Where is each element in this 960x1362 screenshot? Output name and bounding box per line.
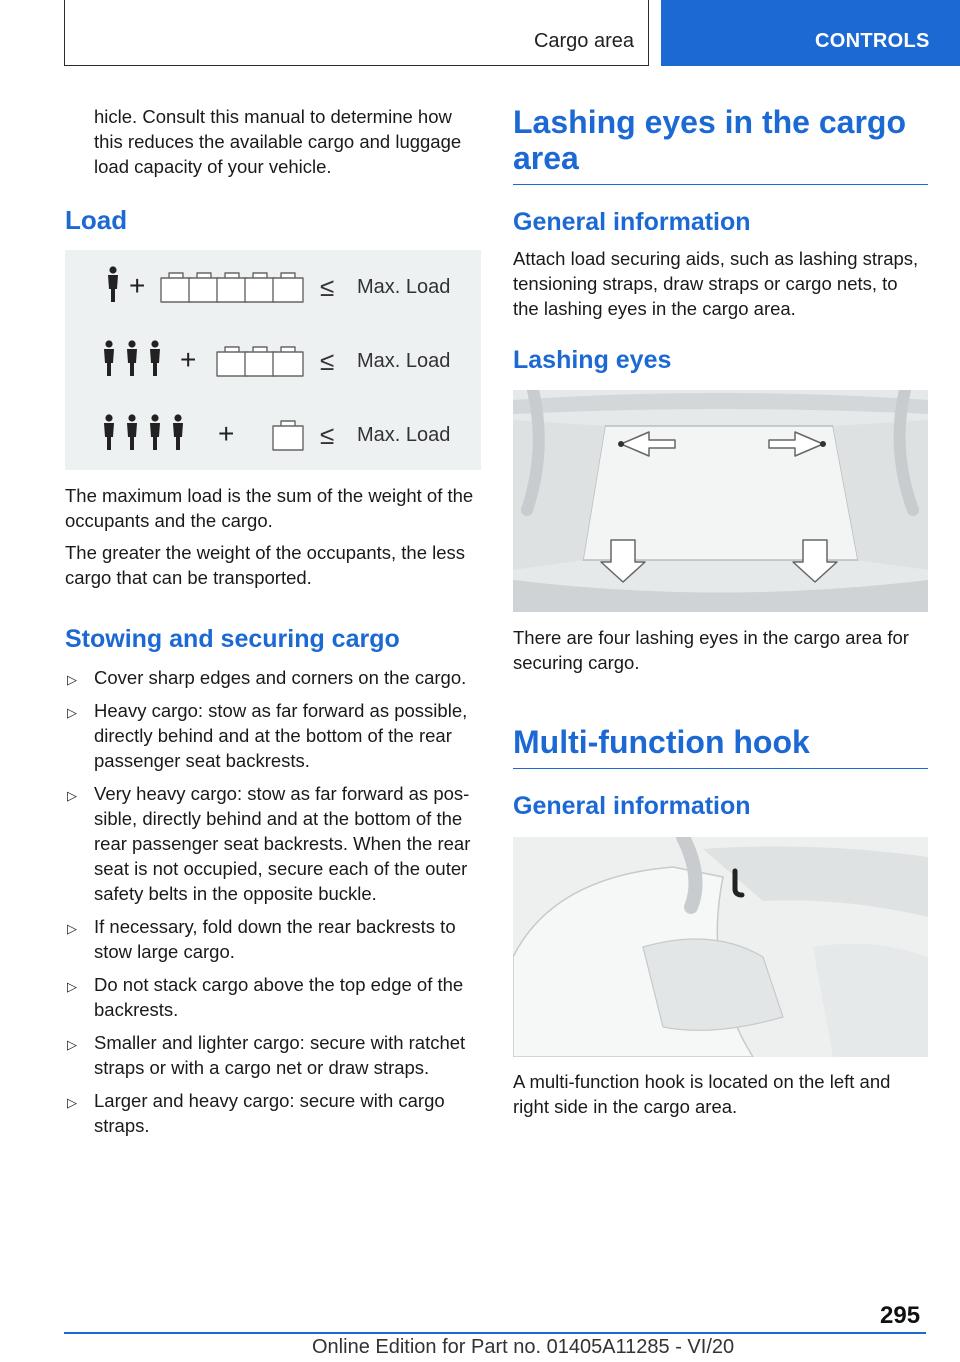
person-icon <box>150 340 160 376</box>
list-item: ▷ Larger and heavy cargo: secure with cargo straps. <box>67 1090 445 1136</box>
cargo-box-icon <box>273 273 303 302</box>
triangle-bullet-icon: ▷ <box>67 705 77 720</box>
load-figure <box>65 250 481 470</box>
lashing-eyes-title: Lashing eyes in the cargo area <box>513 104 928 185</box>
person-icon <box>127 414 137 450</box>
hook-illustration <box>513 837 928 1057</box>
cargo-box-icon <box>273 421 303 450</box>
multi-function-hook-title: Multi-function hook <box>513 724 928 769</box>
hook-text: A multi-function hook is located on the left and right side in the cargo area. <box>513 1071 891 1117</box>
triangle-bullet-icon: ▷ <box>67 979 77 994</box>
footer-edition-text: Online Edition for Part no. 01405A11285 - VI/20 <box>312 1336 735 1358</box>
stowing-list <box>65 665 481 1138</box>
person-icon <box>108 266 118 302</box>
plus-sign: + <box>218 418 235 449</box>
less-equal-sign: ≤ <box>320 420 335 450</box>
triangle-bullet-icon: ▷ <box>67 921 77 936</box>
cargo-box-icon <box>217 347 247 376</box>
person-icon <box>150 414 160 450</box>
list-item: ▷ If necessary, fold down the rear backrests to stow large cargo. <box>67 916 456 962</box>
cargo-box-icon <box>245 273 275 302</box>
header-section-title: Cargo area <box>533 30 634 52</box>
plus-sign: + <box>180 344 197 375</box>
triangle-bullet-icon: ▷ <box>67 1095 77 1110</box>
max-load-label: Max. Load <box>357 424 451 446</box>
lashing-eyes-figure <box>513 390 928 612</box>
lashing-eyes-heading: Lashing eyes <box>513 346 672 374</box>
list-item: ▷ Heavy cargo: stow as far forward as possible, directly behind and at the bottom of the rear passenger seat backrests. <box>67 700 468 771</box>
intro-text: hicle. Consult this manual to determine how this reduces the available cargo and luggage load capacity of your vehicle. <box>94 106 462 177</box>
triangle-bullet-icon: ▷ <box>67 672 77 687</box>
hook-general-heading: General information <box>513 792 751 820</box>
cargo-box-icon <box>217 273 247 302</box>
list-item: ▷ Cover sharp edges and corners on the cargo. <box>65 665 481 690</box>
person-icon <box>104 414 114 450</box>
header-tab-controls[interactable]: CONTROLS <box>815 30 930 52</box>
lashing-eyes-text: There are four lashing eyes in the cargo area for securing cargo. <box>513 627 909 673</box>
person-icon <box>127 340 137 376</box>
max-load-label: Max. Load <box>357 276 451 298</box>
trunk-illustration <box>513 390 928 612</box>
general-info-heading: General information <box>513 208 751 236</box>
general-info-text: Attach load securing aids, such as lashing straps, tensioning straps, draw straps or cargo nets, to the lashing eyes in the cargo area. <box>513 248 919 319</box>
triangle-bullet-icon: ▷ <box>67 1037 77 1052</box>
load-paragraph-1: The maximum load is the sum of the weight of the occupants and the cargo. <box>65 485 474 531</box>
list-item: ▷ Do not stack cargo above the top edge of the backrests. <box>67 974 464 1020</box>
header-section-box <box>64 0 649 66</box>
cargo-box-icon <box>245 347 275 376</box>
list-item: ▷ Smaller and lighter cargo: secure with ratchet straps or with a cargo net or draw straps. <box>67 1032 466 1078</box>
load-paragraph-2: The greater the weight of the occupants, the less cargo that can be transported. <box>65 542 466 588</box>
list-item: ▷ Very heavy cargo: stow as far forward as pos‐sible, directly behind and at the bottom of the rear passenger seat backrests. When the rear seat is not occupied, secure each of the outer safety belts in the opposite buckle. <box>67 783 471 904</box>
footer-divider <box>64 1332 926 1334</box>
less-equal-sign: ≤ <box>320 346 335 376</box>
cargo-box-icon <box>161 273 191 302</box>
plus-sign: + <box>129 270 146 301</box>
cargo-box-icon <box>273 347 303 376</box>
max-load-label: Max. Load <box>357 350 451 372</box>
stowing-heading: Stowing and securing cargo <box>65 625 400 653</box>
multi-function-hook-figure <box>513 837 928 1057</box>
triangle-bullet-icon: ▷ <box>67 788 77 803</box>
load-heading: Load <box>65 205 128 235</box>
person-icon <box>104 340 114 376</box>
person-icon <box>173 414 183 450</box>
page-number: 295 <box>880 1302 921 1329</box>
less-equal-sign: ≤ <box>320 272 335 302</box>
cargo-box-icon <box>189 273 219 302</box>
